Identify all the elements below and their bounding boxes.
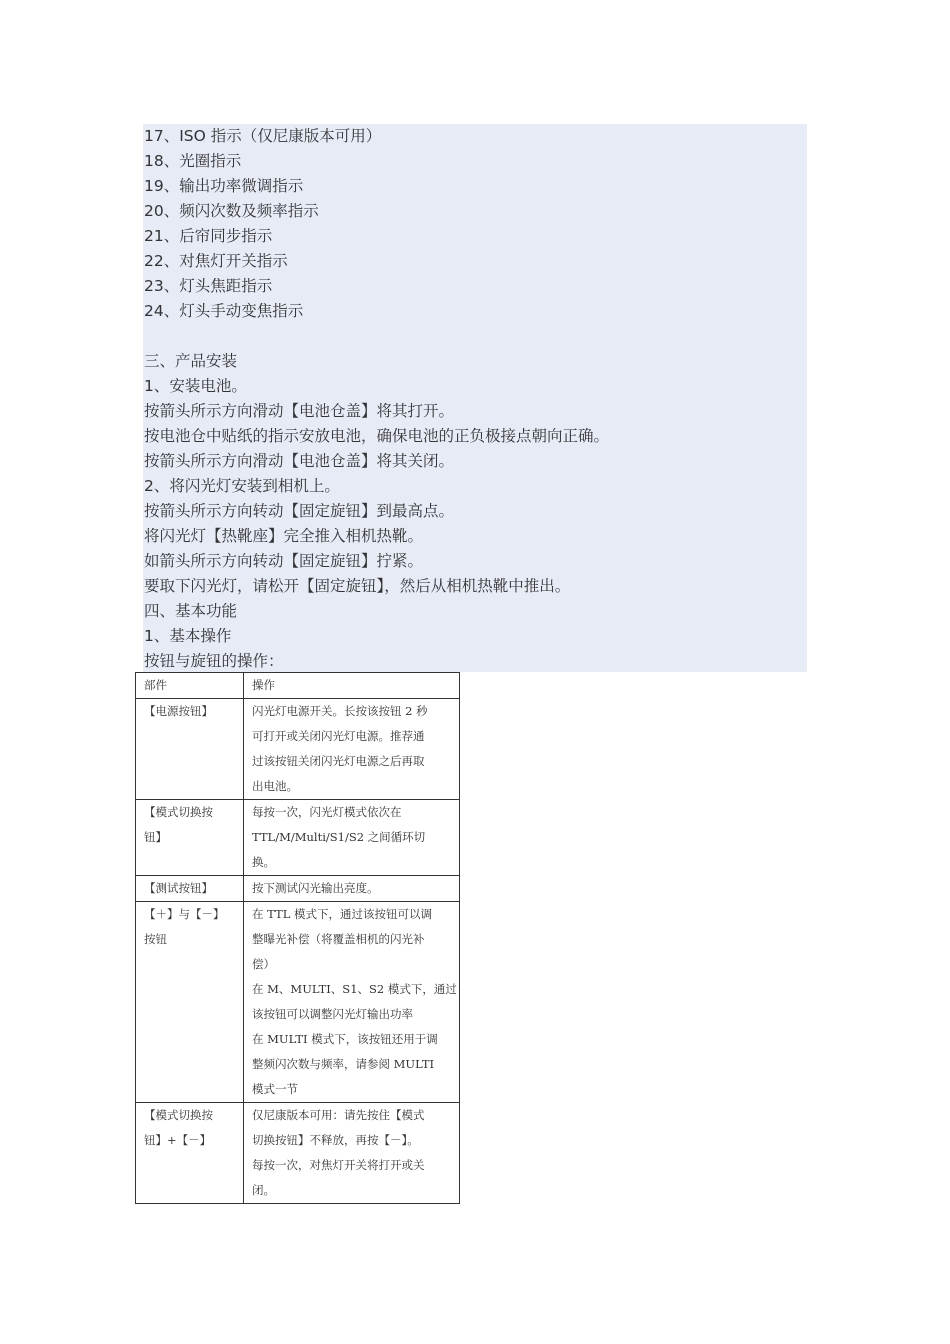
instruction-line: 按箭头所示方向转动【固定旋钮】到最高点。	[144, 502, 455, 520]
cell-text: 在 M、MULTI、S1、S2 模式下，通过	[252, 982, 457, 996]
instruction-line: 按电池仓中贴纸的指示安放电池，确保电池的正负极接点朝向正确。	[144, 427, 610, 445]
item-24: 24、灯头手动变焦指示	[144, 302, 304, 320]
cell-text: 每按一次，闪光灯模式依次在	[252, 805, 402, 819]
cell-text: 偿）	[252, 957, 275, 971]
instruction-line: 要取下闪光灯，请松开【固定旋钮】，然后从相机热靴中推出。	[144, 577, 571, 595]
cell-text: 【＋】与【－】	[144, 907, 225, 921]
instruction-line: 按箭头所示方向滑动【电池仓盖】将其关闭。	[144, 452, 455, 470]
cell-text: 在 TTL 模式下，通过该按钮可以调	[252, 907, 433, 921]
table-row	[136, 902, 460, 1103]
cell-text: 闭。	[252, 1183, 275, 1197]
step-install-battery: 1、安装电池。	[144, 377, 247, 395]
cell-text: 该按钮可以调整闪光灯输出功率	[252, 1007, 413, 1021]
table-row	[136, 800, 460, 876]
cell-text: 闪光灯电源开关。长按该按钮 2 秒	[252, 704, 428, 718]
cell-text: 换。	[252, 855, 275, 869]
table-row	[136, 876, 460, 902]
subheading-basic-operation: 1、基本操作	[144, 627, 232, 645]
instruction-line: 如箭头所示方向转动【固定旋钮】拧紧。	[144, 552, 424, 570]
section-heading-installation: 三、产品安装	[144, 352, 238, 370]
cell-part	[136, 902, 244, 1103]
cell-text: 【模式切换按	[144, 1108, 213, 1122]
cell-text: 过该按钮关闭闪光灯电源之后再取	[252, 754, 425, 768]
blank-line	[144, 324, 804, 349]
table-row	[136, 1103, 460, 1204]
cell-operation	[244, 876, 460, 902]
cell-operation	[244, 902, 460, 1103]
cell-text: 钮】	[144, 830, 167, 844]
cell-text: 出电池。	[252, 779, 298, 793]
section-heading-basic-functions: 四、基本功能	[144, 602, 238, 620]
cell-operation	[244, 800, 460, 876]
cell-text: 【测试按钮】	[144, 881, 213, 895]
cell-text: 切换按钮】不释放，再按【－】。	[252, 1133, 419, 1147]
cell-text: 整频闪次数与频率，请参阅 MULTI	[252, 1057, 435, 1071]
item-23: 23、灯头焦距指示	[144, 277, 273, 295]
item-17: 17、ISO 指示（仅尼康版本可用）	[144, 127, 382, 145]
cell-text: 每按一次，对焦灯开关将打开或关	[252, 1158, 425, 1172]
item-18: 18、光圈指示	[144, 152, 242, 170]
step-mount-flash: 2、将闪光灯安装到相机上。	[144, 477, 340, 495]
cell-part	[136, 876, 244, 902]
operations-table	[135, 672, 460, 1204]
item-20: 20、频闪次数及频率指示	[144, 202, 319, 220]
instruction-line: 按箭头所示方向滑动【电池仓盖】将其打开。	[144, 402, 455, 420]
document-body	[144, 124, 804, 674]
cell-part	[136, 800, 244, 876]
item-22: 22、对焦灯开关指示	[144, 252, 288, 270]
cell-text: 整曝光补偿（将覆盖相机的闪光补	[252, 932, 425, 946]
cell-text: 可打开或关闭闪光灯电源。推荐通	[252, 729, 425, 743]
cell-part	[136, 1103, 244, 1204]
cell-text: 钮】+【－】	[144, 1133, 212, 1147]
cell-text: 模式一节	[252, 1082, 298, 1096]
cell-operation	[244, 1103, 460, 1204]
table-row	[136, 699, 460, 800]
cell-text: 按下测试闪光输出亮度。	[252, 881, 379, 895]
cell-operation	[244, 699, 460, 800]
cell-text: 按钮	[144, 932, 167, 946]
item-19: 19、输出功率微调指示	[144, 177, 304, 195]
header-operation: 操作	[244, 673, 460, 699]
instruction-line: 将闪光灯【热靴座】完全推入相机热靴。	[144, 527, 424, 545]
table-intro: 按钮与旋钮的操作：	[144, 652, 284, 670]
cell-text: 【电源按钮】	[144, 704, 213, 718]
cell-part	[136, 699, 244, 800]
item-21: 21、后帘同步指示	[144, 227, 273, 245]
cell-text: 【模式切换按	[144, 805, 213, 819]
cell-text: TTL/M/Multi/S1/S2 之间循环切	[252, 830, 426, 844]
cell-text: 仅尼康版本可用：请先按住【模式	[252, 1108, 425, 1122]
header-part: 部件	[136, 673, 244, 699]
table-header-row	[136, 673, 460, 699]
cell-text: 在 MULTI 模式下，该按钮还用于调	[252, 1032, 438, 1046]
